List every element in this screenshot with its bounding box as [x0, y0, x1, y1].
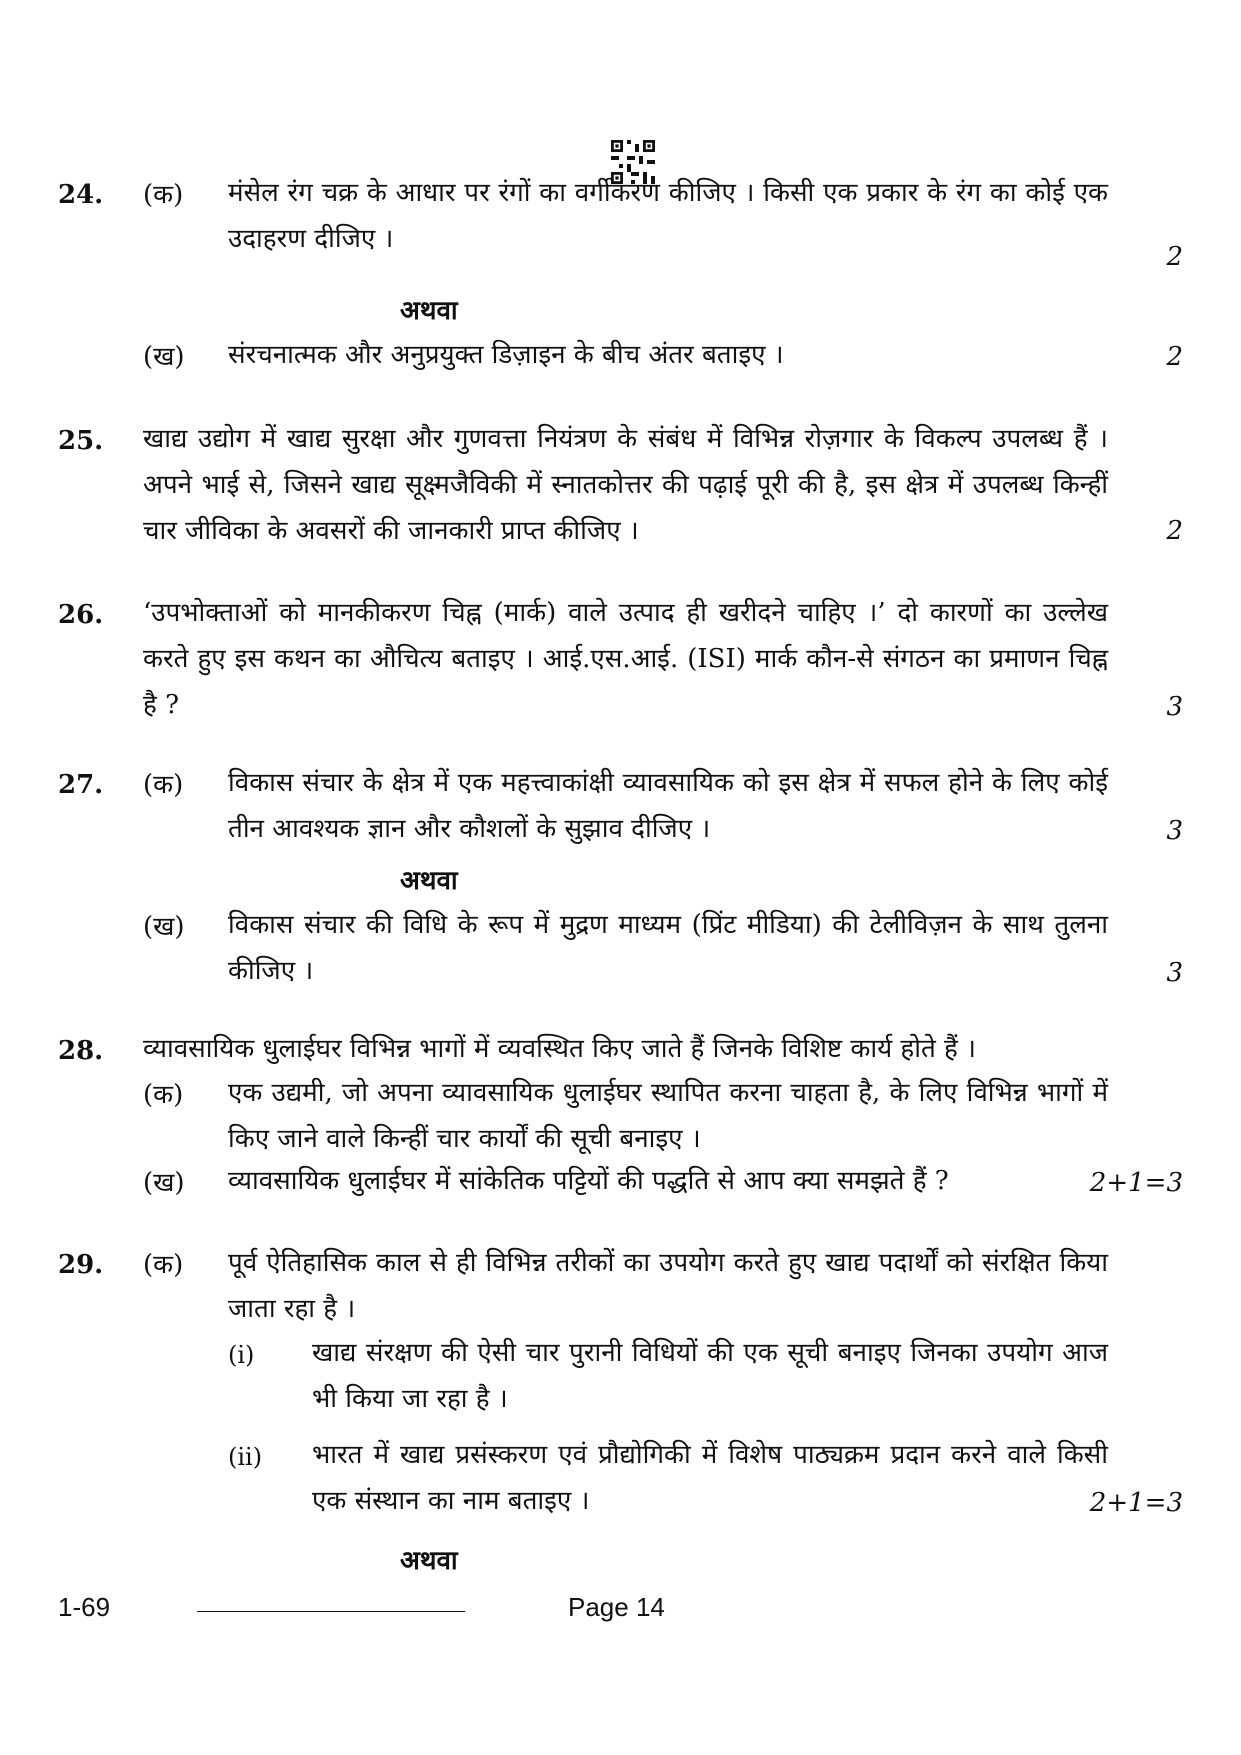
part-label: (ख) [143, 912, 185, 942]
question-text: मंसेल रंग चक्र के आधार पर रंगों का वर्गीकरण कीजिए । किसी एक प्रकार के रंग का कोई एक उदाहरण दीजिए । [228, 178, 1108, 254]
subpart-label: (i) [228, 1341, 255, 1369]
part-label: (ख) [143, 342, 185, 372]
question-number: 29. [58, 1250, 104, 1280]
part-label: (क) [143, 1250, 184, 1280]
part-label: (क) [143, 770, 184, 800]
question-number: 24. [58, 180, 104, 210]
marks: 2+1=3 [1089, 1168, 1183, 1198]
marks: 3 [1166, 692, 1183, 722]
question-text: ‘उपभोक्ताओं को मानकीकरण चिह्न (मार्क) वाले उत्पाद ही खरीदने चाहिए ।’ दो कारणों का उल्लेख करते हुए इस कथन का औचित्य बताइए । आई.एस.आई. (ISI) मार्क कौन-से संगठन का प्रमाणन चिह्न है ? [143, 598, 1108, 720]
question-text: खाद्य संरक्षण की ऐसी चार पुरानी विधियों की एक सूची बनाइए जिनका उपयोग आज भी किया जा रहा है । [312, 1338, 1108, 1414]
question-text: खाद्य उद्योग में खाद्य सुरक्षा और गुणवत्ता नियंत्रण के संबंध में विभिन्न रोज़गार के विकल्प उपलब्ध हैं । अपने भाई से, जिसने खाद्य सूक्ष्मजैविकी में स्नातकोत्तर की पढ़ाई पूरी की है, इस क्षेत्र में उपलब्ध किन्हीं चार जीविका के अवसरों की जानकारी प्राप्त कीजिए । [143, 424, 1108, 546]
question-text: संरचनात्मक और अनुप्रयुक्त डिज़ाइन के बीच अंतर बताइए । [228, 340, 784, 370]
marks: 2 [1166, 516, 1183, 546]
subpart-label: (ii) [228, 1443, 263, 1471]
question-text: व्यावसायिक धुलाईघर विभिन्न भागों में व्यवस्थित किए जाते हैं जिनके विशिष्ट कार्य होते हैं । [143, 1034, 976, 1064]
question-number: 27. [58, 770, 104, 800]
or-separator: अथवा [400, 1546, 458, 1576]
question-text: एक उद्यमी, जो अपना व्यावसायिक धुलाईघर स्थापित करना चाहता है, के लिए विभिन्न भागों में किए जाने वाले किन्हीं चार कार्यों की सूची बनाइए । [228, 1078, 1108, 1154]
marks: 2 [1166, 342, 1183, 372]
footer-divider [197, 1611, 465, 1612]
paper-code: 1-69 [58, 1592, 111, 1622]
question-number: 28. [58, 1036, 104, 1066]
question-text: पूर्व ऐतिहासिक काल से ही विभिन्न तरीकों का उपयोग करते हुए खाद्य पदार्थों को संरक्षित किया जाता रहा है । [228, 1248, 1108, 1324]
marks: 2 [1166, 242, 1183, 272]
marks: 3 [1166, 816, 1183, 846]
page-number: Page 14 [568, 1592, 665, 1622]
question-number: 26. [58, 600, 104, 630]
part-label: (ख) [143, 1168, 185, 1198]
part-label: (क) [143, 180, 184, 210]
question-text: भारत में खाद्य प्रसंस्करण एवं प्रौद्योगिकी में विशेष पाठ्यक्रम प्रदान करने वाले किसी एक संस्थान का नाम बताइए । [312, 1440, 1108, 1516]
marks: 3 [1166, 958, 1183, 988]
or-separator: अथवा [400, 296, 458, 326]
marks: 2+1=3 [1089, 1488, 1183, 1518]
question-number: 25. [58, 426, 104, 456]
part-label: (क) [143, 1080, 184, 1110]
question-text: विकास संचार के क्षेत्र में एक महत्त्वाकांक्षी व्यावसायिक को इस क्षेत्र में सफल होने के लिए कोई तीन आवश्यक ज्ञान और कौशलों के सुझाव दीजिए । [228, 768, 1108, 844]
or-separator: अथवा [400, 866, 458, 896]
question-text: व्यावसायिक धुलाईघर में सांकेतिक पट्टियों की पद्धति से आप क्या समझते हैं ? [228, 1166, 949, 1196]
question-text: विकास संचार की विधि के रूप में मुद्रण माध्यम (प्रिंट मीडिया) की टेलीविज़न के साथ तुलना कीजिए । [228, 910, 1108, 986]
